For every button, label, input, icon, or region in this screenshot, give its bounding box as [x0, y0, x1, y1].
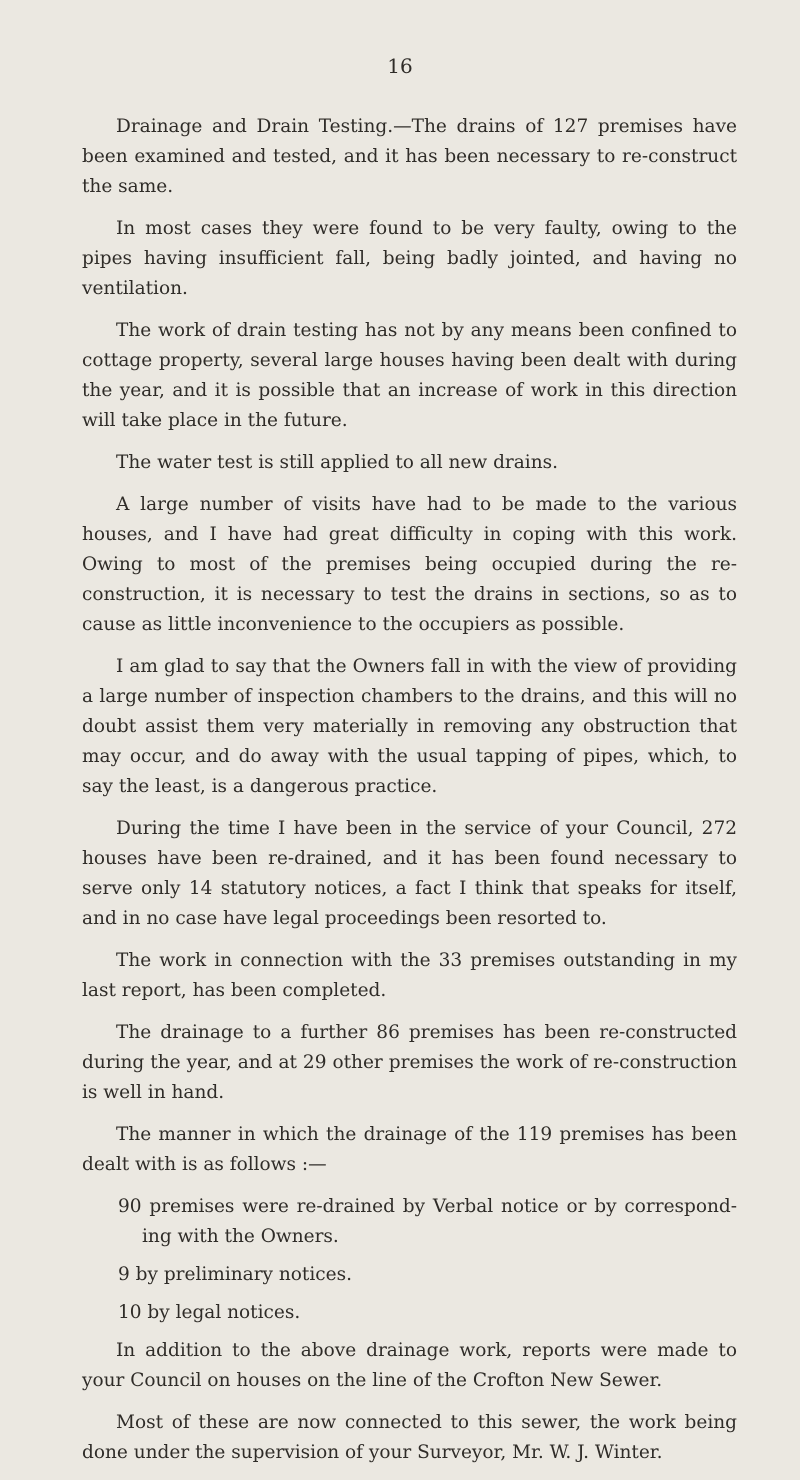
drainage-method-list	[82, 1192, 737, 1328]
list-item: 10 by legal notices.	[118, 1302, 301, 1323]
page-number: 16	[387, 54, 413, 78]
paragraph: I am glad to say that the Owners fall in with the view of providing a large number of inspection chambers to the drains, and this will no doubt assist them very materially in removing any obstruction that may occur, and do away with the usual tapping of pipes, which, to say the least, is a dangerous practice.	[82, 656, 737, 797]
paragraph: A large number of visits have had to be made to the various houses, and I have had great difficulty in coping with this work. Owing to most of the premises being occupied during the re-construction, it is necessary to test the drains in sections, so as to cause as little inconvenience to the occupiers as possible.	[82, 494, 737, 635]
paragraph: In addition to the above drainage work, reports were made to your Council on houses on the line of the Crofton New Sewer.	[82, 1340, 737, 1391]
paragraph: The water test is still applied to all new drains.	[116, 452, 559, 473]
paragraph: The work in connection with the 33 premises outstanding in my last report, has been completed.	[82, 950, 737, 1001]
report-body	[82, 112, 737, 1480]
paragraph: In most cases they were found to be very faulty, owing to the pipes having insufficient fall, being badly jointed, and having no ventilation.	[82, 218, 737, 299]
paragraph: Drainage and Drain Testing.—The drains of 127 premises have been examined and tested, and it has been necessary to re-construct the same.	[82, 116, 737, 197]
paragraph: During the time I have been in the service of your Council, 272 houses have been re-drained, and it has been found necessary to serve only 14 statutory notices, a fact I think that speaks for itself, and in no case have legal proceedings been resorted to.	[82, 818, 737, 929]
paragraph: The manner in which the drainage of the 119 premises has been dealt with is as follows :—	[82, 1124, 737, 1175]
list-item: 9 by preliminary notices.	[118, 1264, 352, 1285]
list-item: 90 premises were re-drained by Verbal notice or by correspond- ing with the Owners.	[118, 1196, 737, 1247]
paragraph: The work of drain testing has not by any means been confined to cottage property, several large houses having been dealt with during the year, and it is possible that an increase of work in this direction will take place in the future.	[82, 320, 737, 431]
paragraph: Most of these are now connected to this sewer, the work being done under the supervision of your Surveyor, Mr. W. J. Winter.	[82, 1412, 737, 1463]
paragraph: The drainage to a further 86 premises has been re-constructed during the year, and at 29 other premises the work of re-construction is well in hand.	[82, 1022, 737, 1103]
